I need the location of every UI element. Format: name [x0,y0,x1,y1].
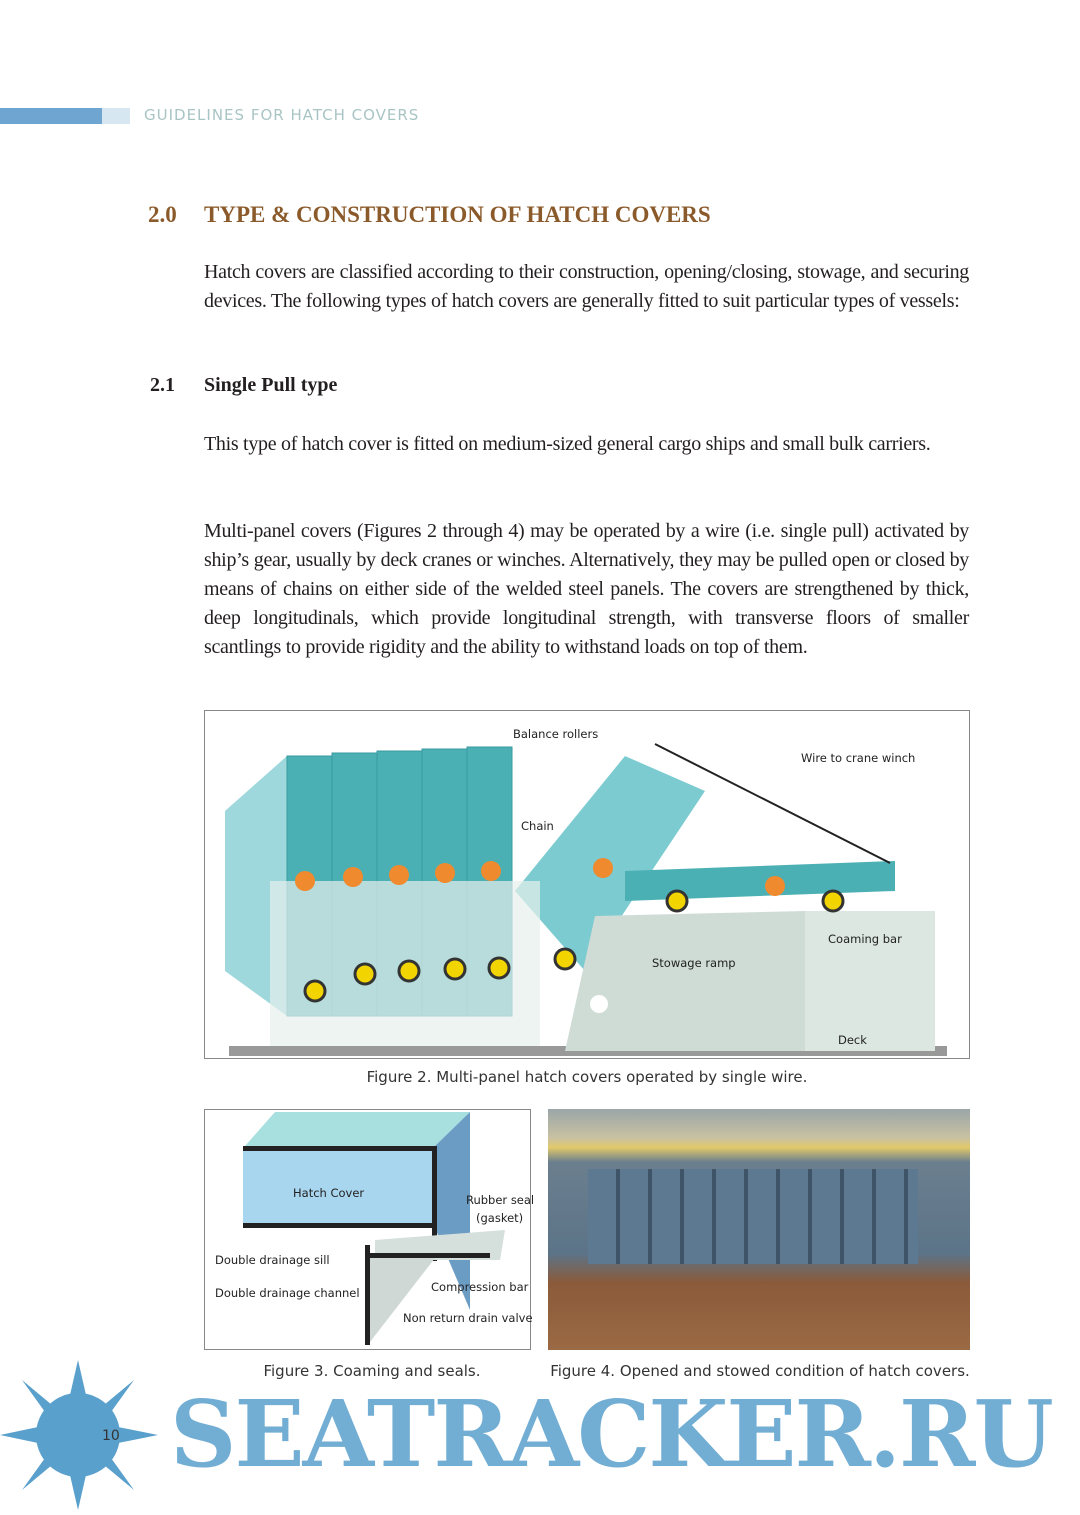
intro-paragraph: Hatch covers are classified according to their construction, opening/closing, stowage, and securing devices. The following types of hatch covers are generally fitted to suit particular types of vessels: [204,261,969,312]
label-stowage-ramp: Stowage ramp [652,956,736,970]
label-drainage-channel: Double drainage channel [215,1286,360,1300]
running-title: GUIDELINES FOR HATCH COVERS [144,106,420,124]
label-coaming-bar: Coaming bar [828,932,902,946]
label-wire: Wire to crane winch [801,751,916,765]
figure-4-photo [548,1109,970,1350]
section-number: 2.0 [148,202,177,227]
watermark: SEATRACKER.RU [170,1380,1052,1488]
header-bar [0,108,102,124]
label-hatch-cover: Hatch Cover [293,1186,365,1200]
section-title: TYPE & CONSTRUCTION OF HATCH COVERS [204,202,711,227]
subsection-number: 2.1 [150,374,175,396]
sun-logo-icon [0,1360,160,1510]
label-compression-bar: Compression bar [431,1280,529,1294]
label-balance-rollers: Balance rollers [513,727,599,741]
figure-2-caption: Figure 2. Multi-panel hatch covers operated by single wire. [366,1068,808,1086]
subsection-title: Single Pull type [204,374,338,396]
figure-3-caption: Figure 3. Coaming and seals. [263,1362,481,1380]
figure-2 [204,710,970,1059]
paragraph: Multi-panel covers (Figures 2 through 4) may be operated by a wire (i.e. single pull) activated by ship’s gear, usually by deck cranes or winches. Alternatively, they may be pulled open or closed by means of chains on either side of the welded steel panels. The covers are strengthened by thick, deep longitudinals, which provide longitudinal strength, with transverse floors of smaller scantlings to provide rigidity and the ability to withstand loads on top of them. [204,520,969,658]
label-drainage-sill: Double drainage sill [215,1253,330,1267]
header-bar-light [102,108,130,124]
page-number: 10 [102,1428,120,1444]
label-drain-valve: Non return drain valve [403,1311,533,1325]
label-chain: Chain [521,819,554,833]
figure-4-caption: Figure 4. Opened and stowed condition of hatch covers. [550,1362,970,1380]
label-gasket: (gasket) [476,1211,524,1225]
label-deck: Deck [838,1033,867,1047]
paragraph: This type of hatch cover is fitted on medium-sized general cargo ships and small bulk carriers. [204,433,931,455]
stowed-hatch-panels [588,1169,918,1264]
label-rubber-seal: Rubber seal [466,1193,535,1207]
figure-3 [204,1109,535,1350]
